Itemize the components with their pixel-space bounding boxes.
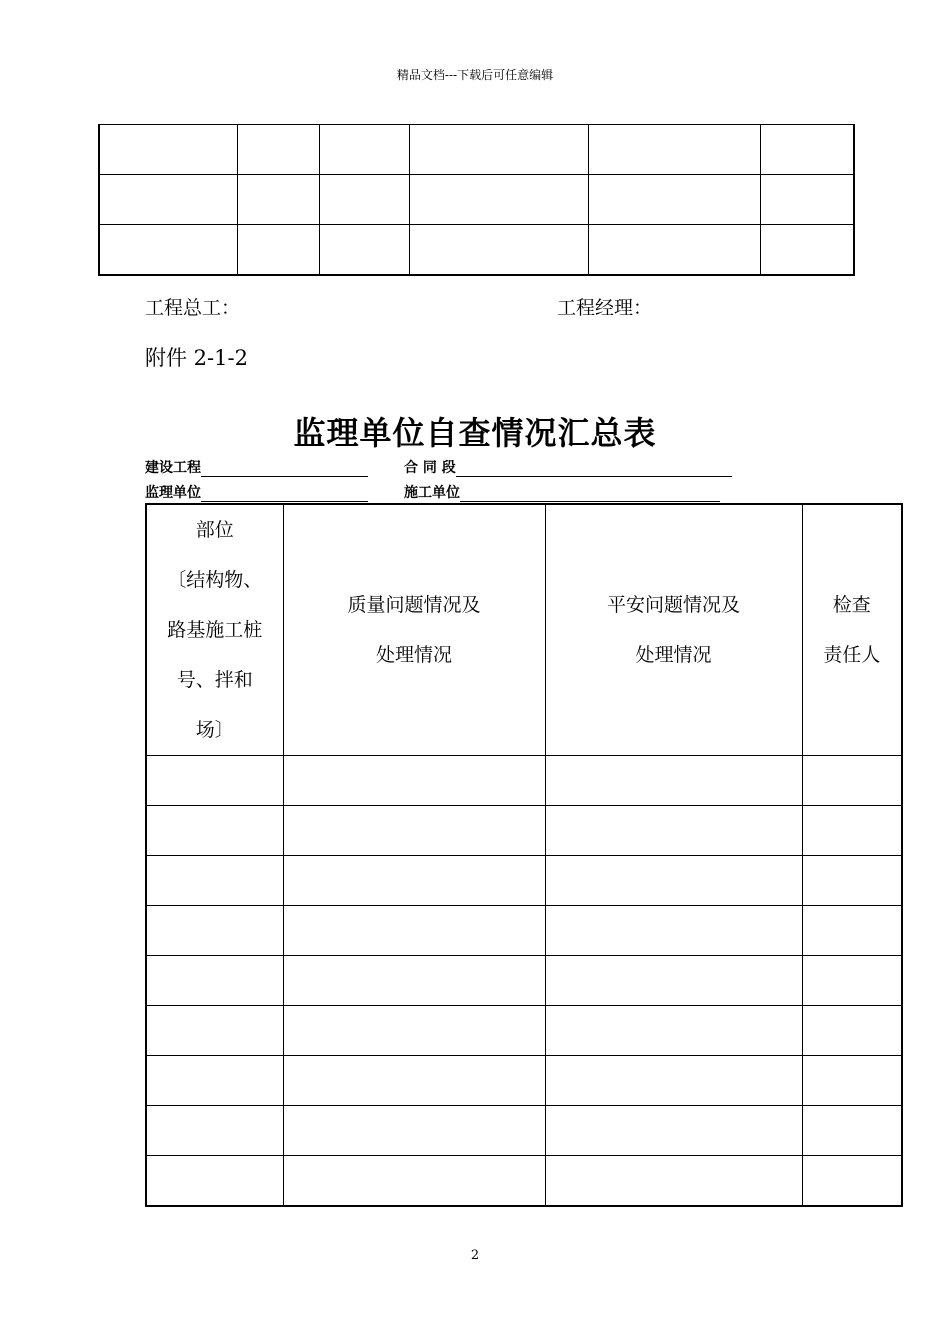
continuation-table <box>98 124 855 276</box>
supervision-unit-label: 监理单位 <box>145 485 201 501</box>
col-header-safety-issues: 平安问题情况及 处理情况 <box>545 504 802 756</box>
construction-project-field <box>145 457 368 477</box>
table-row <box>99 225 854 276</box>
table-row <box>146 1106 902 1156</box>
construction-project-label: 建设工程 <box>145 460 201 476</box>
supervision-unit-field <box>145 482 368 502</box>
page-number: 2 <box>470 1248 480 1263</box>
table-row <box>146 1006 902 1056</box>
table-row <box>146 1056 902 1106</box>
table-row <box>99 125 854 175</box>
construction-unit-label: 施工单位 <box>404 485 460 501</box>
table-header-row <box>146 504 902 756</box>
attachment-label: 附件 2-1-2 <box>145 346 248 370</box>
contract-section-label: 合 同 段 <box>404 460 456 476</box>
contract-section-field <box>404 457 732 477</box>
table-row <box>146 956 902 1006</box>
construction-unit-field <box>404 482 720 502</box>
table-row <box>99 175 854 225</box>
construction-unit-blank <box>460 487 720 502</box>
construction-project-blank <box>201 462 368 477</box>
table-row <box>146 756 902 806</box>
table-row <box>146 906 902 956</box>
col-header-inspector: 检查 责任人 <box>802 504 902 756</box>
page-header-note: 精品文档---下载后可任意编辑 <box>396 68 554 82</box>
self-inspection-summary-table <box>145 503 903 1207</box>
col-header-location: 部位 〔结构物、 路基施工桩 号、拌和 场〕 <box>146 504 283 756</box>
supervision-unit-blank <box>201 487 368 502</box>
project-manager-label: 工程经理： <box>557 297 653 319</box>
chief-engineer-label: 工程总工： <box>145 297 241 319</box>
table-row <box>146 1156 902 1207</box>
contract-section-blank <box>456 462 732 477</box>
col-header-quality-issues: 质量问题情况及 处理情况 <box>283 504 545 756</box>
document-title: 监理单位自查情况汇总表 <box>293 414 657 452</box>
table-row <box>146 856 902 906</box>
table-row <box>146 806 902 856</box>
